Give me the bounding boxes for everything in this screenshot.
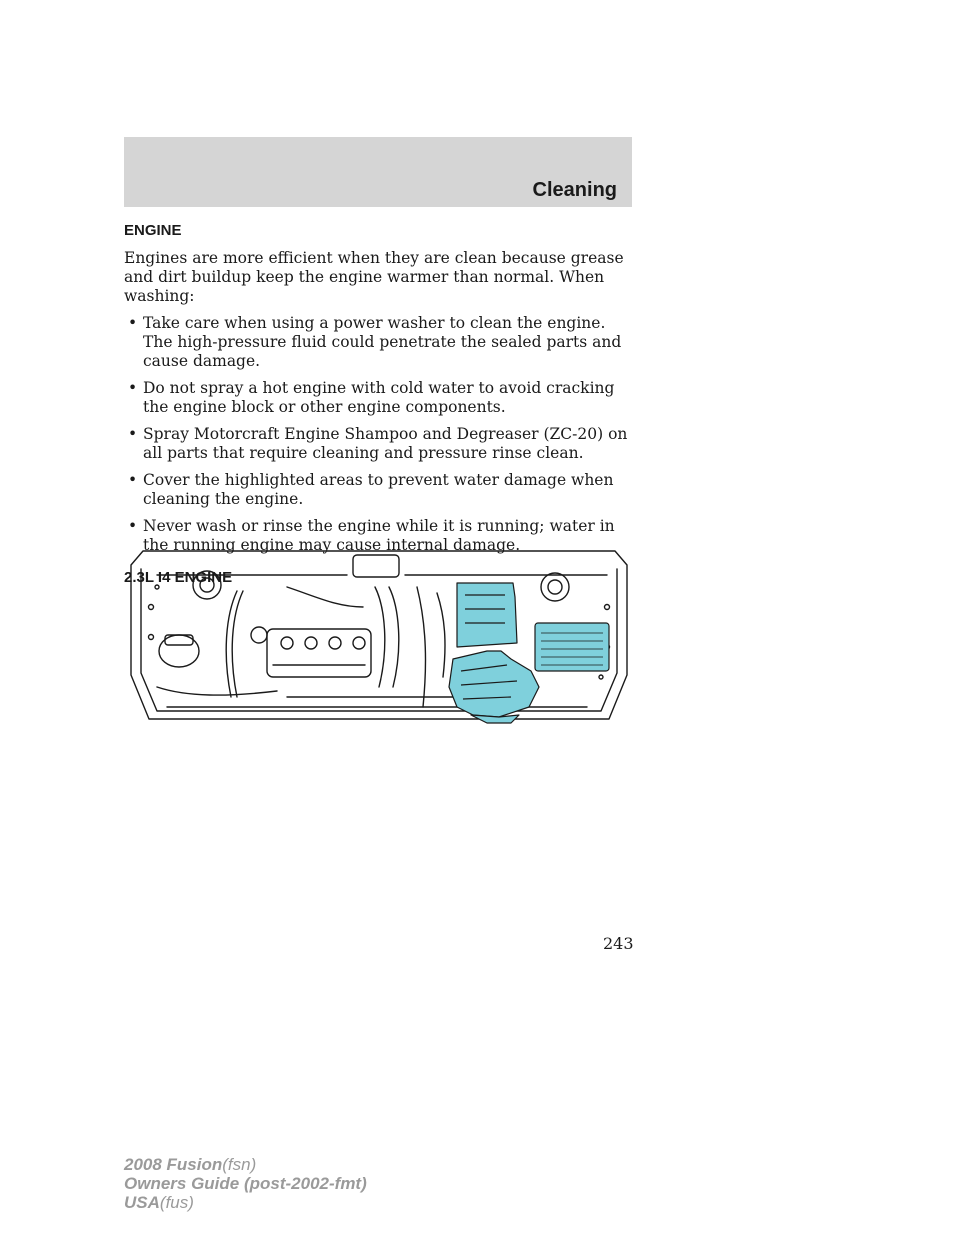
- engine-subheading: 2.3L I4 ENGINE: [124, 569, 233, 586]
- highlighted-battery: [535, 623, 609, 671]
- footer-market-code: (fus): [159, 1193, 194, 1212]
- valve-cover: [267, 629, 371, 677]
- document-footer: [124, 1155, 367, 1212]
- page-number: 243: [603, 934, 634, 953]
- engine-compartment-illustration: [127, 547, 631, 725]
- intro-paragraph: Engines are more efficient when they are clean because grease and dirt buildup keep the engine warmer than normal. When washing:: [124, 249, 624, 305]
- list-item: • Take care when using a power washer to clean the engine. The high-pressure fluid could penetrate the sealed parts and cause damage.: [128, 314, 622, 370]
- highlighted-air-cleaner: [449, 651, 539, 717]
- list-item: • Never wash or rinse the engine while it is running; water in the running engine may cause internal damage.: [128, 517, 615, 554]
- bullet-icon: •: [128, 379, 138, 397]
- section-title: Cleaning: [532, 179, 617, 201]
- highlighted-intake-duct: [471, 715, 519, 723]
- highlighted-electrical-box: [457, 583, 517, 647]
- footer-model-code: (fsn): [222, 1155, 257, 1174]
- bullet-icon: •: [128, 425, 138, 443]
- bullet-icon: •: [128, 471, 138, 489]
- bullet-icon: •: [128, 314, 138, 332]
- bullet-icon: •: [128, 517, 138, 535]
- list-item: • Cover the highlighted areas to prevent water damage when cleaning the engine.: [128, 471, 614, 508]
- engine-heading: ENGINE: [124, 222, 182, 239]
- right-strut-tower: [541, 573, 569, 601]
- header-band: [124, 137, 632, 207]
- washing-bullet-list: [124, 314, 632, 555]
- page-content: [124, 222, 632, 587]
- footer-guide-title: Owners Guide (post-2002-fmt): [124, 1174, 367, 1193]
- footer-market: USA: [124, 1193, 160, 1212]
- footer-model: 2008 Fusion: [124, 1155, 223, 1174]
- list-item: • Spray Motorcraft Engine Shampoo and Degreaser (ZC-20) on all parts that require cleaning and pressure rinse clean.: [128, 425, 628, 462]
- list-item: • Do not spray a hot engine with cold water to avoid cracking the engine block or other engine components.: [128, 379, 615, 416]
